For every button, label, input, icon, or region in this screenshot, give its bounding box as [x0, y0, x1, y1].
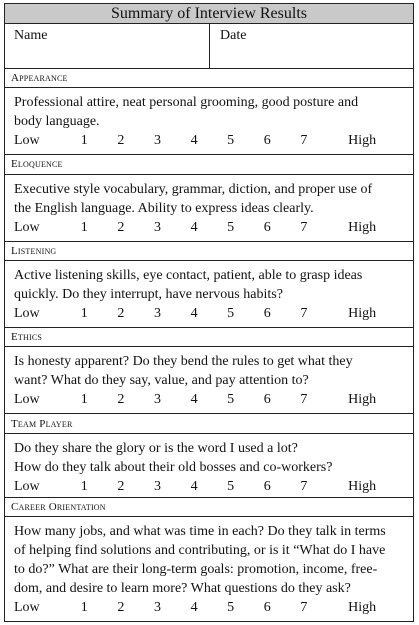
section-heading-ethics: [5, 328, 413, 347]
section-ethics: [5, 347, 413, 414]
section-description: Active listening skills, eye contact, patient, able to grasp ideas quickly. Do they interrupt, have nervous habits?: [14, 267, 363, 302]
rating-option[interactable]: 6: [263, 133, 271, 149]
rating-option[interactable]: 3: [153, 478, 161, 494]
rating-option[interactable]: 4: [190, 392, 198, 408]
rating-scale[interactable]: [14, 392, 407, 410]
rating-scale[interactable]: [14, 479, 407, 495]
rating-scale[interactable]: [14, 133, 407, 151]
rating-option[interactable]: 6: [263, 600, 271, 616]
section-heading-text: Listening: [11, 244, 57, 257]
section-heading-team-player: [5, 414, 413, 433]
section-heading-text: Career Orientation: [11, 500, 106, 513]
rating-option[interactable]: 5: [227, 306, 235, 322]
section-heading-text: Ethics: [11, 331, 43, 344]
rating-option[interactable]: 7: [300, 133, 308, 149]
name-label: Name: [14, 28, 48, 44]
rating-option[interactable]: 4: [190, 600, 198, 616]
rating-option[interactable]: 7: [300, 219, 308, 235]
date-field[interactable]: [210, 24, 413, 68]
rating-option[interactable]: 7: [300, 478, 308, 494]
scale-low-label: Low: [14, 392, 40, 408]
rating-option[interactable]: 2: [117, 133, 125, 149]
scale-high-label: High: [348, 306, 377, 322]
rating-option[interactable]: 1: [80, 219, 88, 235]
section-career-orientation: [5, 517, 413, 621]
rating-option[interactable]: 1: [80, 392, 88, 408]
rating-option[interactable]: 6: [263, 219, 271, 235]
scale-high-label: High: [348, 133, 377, 149]
section-description: Do they share the glory or is the word I used a lot? How do they talk about their old bosses and co-workers?: [14, 440, 333, 475]
section-listening: [5, 261, 413, 328]
rating-option[interactable]: 3: [153, 219, 161, 235]
name-date-row: [5, 24, 413, 69]
section-heading-appearance: [5, 69, 413, 88]
rating-option[interactable]: 3: [153, 392, 161, 408]
rating-option[interactable]: 3: [153, 600, 161, 616]
rating-scale[interactable]: [14, 220, 407, 238]
date-label: Date: [220, 28, 247, 44]
rating-option[interactable]: 7: [300, 306, 308, 322]
rating-option[interactable]: 5: [227, 478, 235, 494]
scale-low-label: Low: [14, 478, 40, 494]
rating-option[interactable]: 7: [300, 392, 308, 408]
rating-option[interactable]: 5: [227, 219, 235, 235]
scale-low-label: Low: [14, 600, 40, 616]
section-description: Professional attire, neat personal grooming, good posture and body language.: [14, 95, 359, 130]
scale-low-label: Low: [14, 219, 40, 235]
rating-option[interactable]: 2: [117, 392, 125, 408]
section-appearance: [5, 88, 413, 155]
section-description: Is honesty apparent? Do they bend the rules to get what they want? What do they say, value, and pay attention to?: [14, 354, 353, 389]
section-eloquence: [5, 175, 413, 242]
rating-option[interactable]: 1: [80, 306, 88, 322]
rating-option[interactable]: 4: [190, 133, 198, 149]
rating-option[interactable]: 1: [80, 478, 88, 494]
rating-option[interactable]: 6: [263, 478, 271, 494]
section-heading-text: Team Player: [11, 417, 73, 430]
rating-option[interactable]: 2: [117, 219, 125, 235]
rating-option[interactable]: 5: [227, 392, 235, 408]
rating-option[interactable]: 6: [263, 306, 271, 322]
section-heading-eloquence: [5, 155, 413, 174]
section-description: Executive style vocabulary, grammar, diction, and proper use of the English language. Ability to express ideas clearly.: [14, 181, 373, 216]
scale-high-label: High: [348, 600, 377, 616]
interview-summary-form: [4, 3, 414, 622]
rating-option[interactable]: 7: [300, 600, 308, 616]
rating-scale[interactable]: [14, 600, 407, 618]
rating-option[interactable]: 3: [153, 133, 161, 149]
rating-option[interactable]: 1: [80, 133, 88, 149]
name-field[interactable]: [5, 24, 210, 68]
rating-option[interactable]: 4: [190, 219, 198, 235]
rating-option[interactable]: 5: [227, 133, 235, 149]
section-description: How many jobs, and what was time in each? Do they talk in terms of helping find solutions and contributing, or is it “What do I have to do?” What are their long-term goals: promotion, income, free- dom, and desire to learn more? What questions do they ask?: [14, 524, 386, 597]
rating-option[interactable]: 5: [227, 600, 235, 616]
rating-option[interactable]: 6: [263, 392, 271, 408]
rating-option[interactable]: 4: [190, 478, 198, 494]
scale-high-label: High: [348, 219, 377, 235]
scale-high-label: High: [348, 392, 377, 408]
section-team-player: [5, 434, 413, 498]
rating-option[interactable]: 2: [117, 478, 125, 494]
rating-option[interactable]: 2: [117, 600, 125, 616]
section-heading-career-orientation: [5, 498, 413, 517]
scale-low-label: Low: [14, 306, 40, 322]
form-title: Summary of Interview Results: [5, 4, 413, 24]
rating-scale[interactable]: [14, 306, 407, 324]
scale-high-label: High: [348, 478, 377, 494]
rating-option[interactable]: 2: [117, 306, 125, 322]
rating-option[interactable]: 1: [80, 600, 88, 616]
section-heading-text: Eloquence: [11, 158, 63, 171]
scale-low-label: Low: [14, 133, 40, 149]
rating-option[interactable]: 3: [153, 306, 161, 322]
section-heading-listening: [5, 242, 413, 261]
section-heading-text: Appearance: [11, 72, 68, 85]
rating-option[interactable]: 4: [190, 306, 198, 322]
